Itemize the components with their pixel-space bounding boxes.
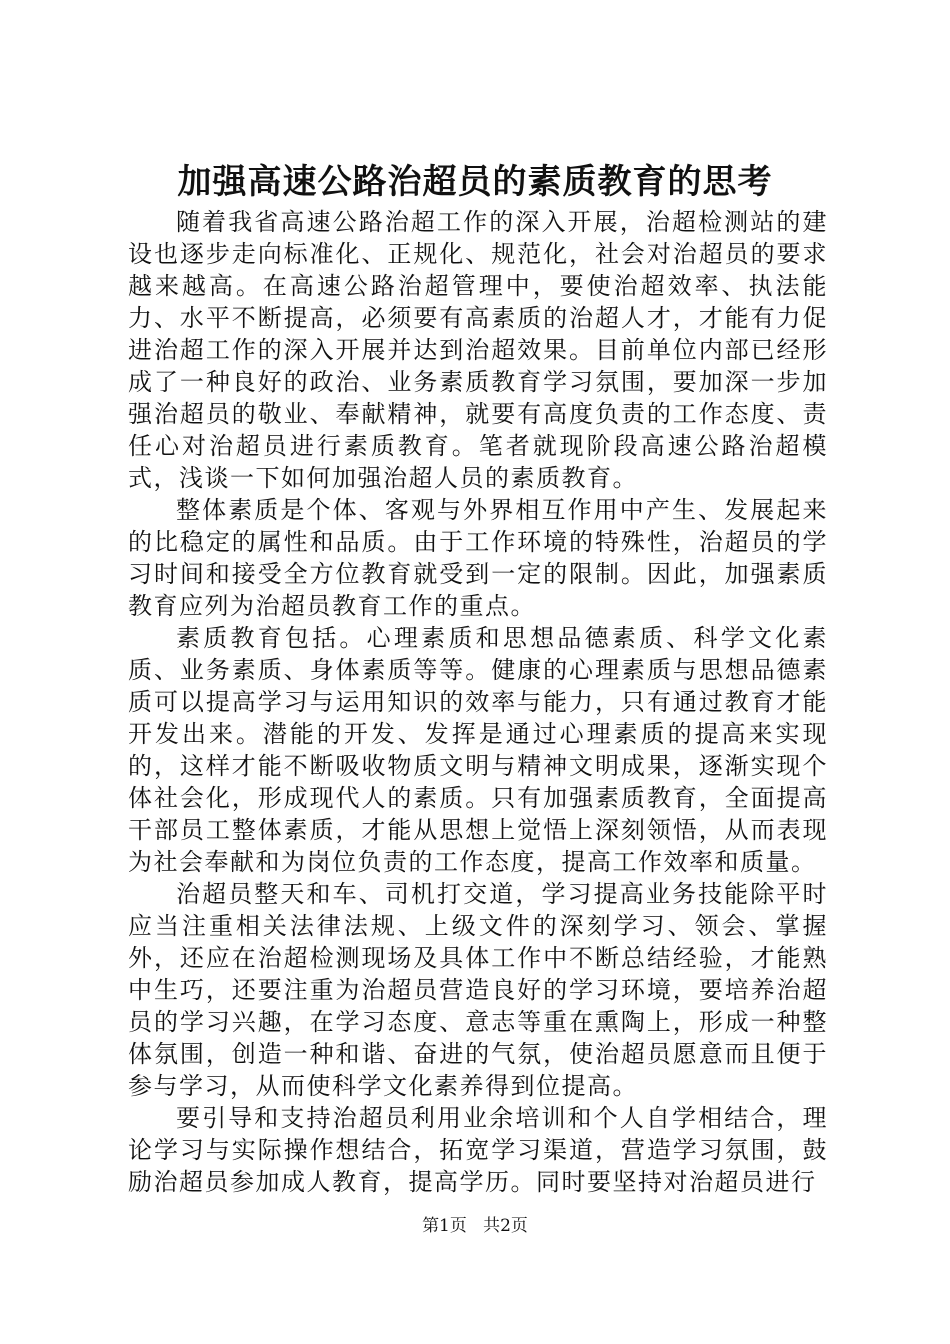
document-title: 加强高速公路治超员的素质教育的思考 xyxy=(177,162,773,202)
page-number: 第1页 xyxy=(422,1216,467,1236)
paragraph: 治超员整天和车、司机打交道，学习提高业务技能除平时应当注重相关法律法规、上级文件的深刻学习、领会、掌握外，还应在治超检测现场及具体工作中不断总结经验，才能熟中生巧，还要注重为治超员营造良好的学习环境，要培养治超员的学习兴趣，在学习态度、意志等重在熏陶上，形成一种整体氛围，创造一种和谐、奋进的气氛，使治超员愿意而且便于参与学习，从而使科学文化素养得到位提高。 xyxy=(128,880,828,1100)
paragraph: 整体素质是个体、客观与外界相互作用中产生、发展起来的比稳定的属性和品质。由于工作环境的特殊性，治超员的学习时间和接受全方位教育就受到一定的限制。因此，加强素质教育应列为治超员教育工作的重点。 xyxy=(128,496,828,620)
paragraph: 要引导和支持治超员利用业余培训和个人自学相结合，理论学习与实际操作想结合，拓宽学习渠道，营造学习氛围，鼓励治超员参加成人教育，提高学历。同时要坚持对治超员进行 xyxy=(128,1104,828,1196)
paragraph: 随着我省高速公路治超工作的深入开展，治超检测站的建设也逐步走向标准化、正规化、规范化，社会对治超员的要求越来越高。在高速公路治超管理中，要使治超效率、执法能力、水平不断提高，必须要有高素质的治超人才，才能有力促进治超工作的深入开展并达到治超效果。目前单位内部已经形成了一种良好的政治、业务素质教育学习氛围，要加深一步加强治超员的敬业、奉献精神，就要有高度负责的工作态度、责任心对治超员进行素质教育。笔者就现阶段高速公路治超模式，浅谈一下如何加强治超人员的素质教育。 xyxy=(128,208,828,492)
document-body xyxy=(128,206,828,1198)
paragraph: 素质教育包括。心理素质和思想品德素质、科学文化素质、业务素质、身体素质等等。健康的心理素质与思想品德素质可以提高学习与运用知识的效率与能力，只有通过教育才能开发出来。潜能的开发、发挥是通过心理素质的提高来实现的，这样才能不断吸收物质文明与精神文明成果，逐渐实现个体社会化，形成现代人的素质。只有加强素质教育，全面提高干部员工整体素质，才能从思想上觉悟上深刻领悟，从而表现为社会奉献和为岗位负责的工作态度，提高工作效率和质量。 xyxy=(128,624,828,876)
page-footer xyxy=(0,1214,950,1238)
page-total: 共2页 xyxy=(483,1216,528,1236)
page-spacer xyxy=(472,1216,477,1236)
